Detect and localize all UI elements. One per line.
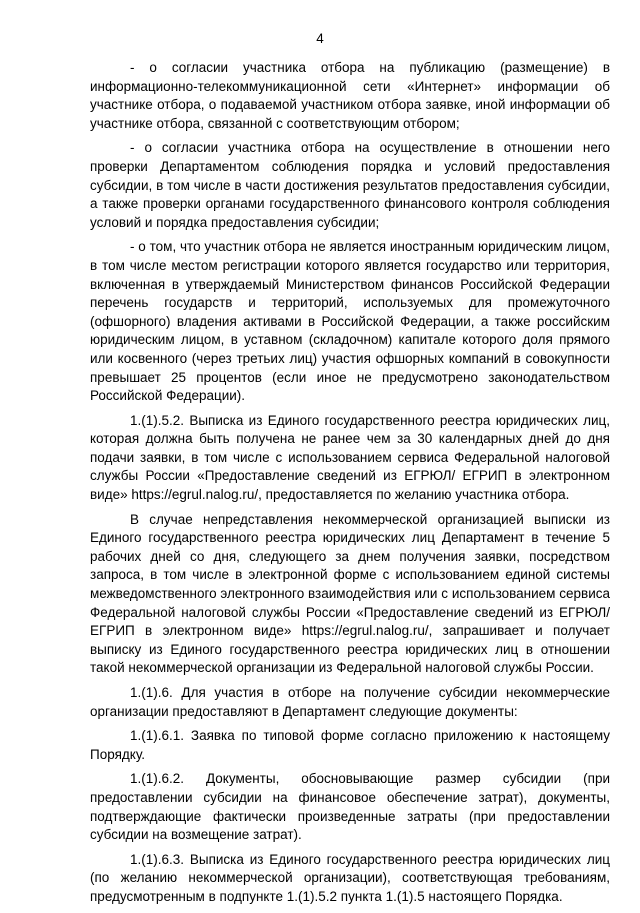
page-number: 4: [316, 31, 324, 46]
paragraph-clause-1-1-6-2: 1.(1).6.2. Документы, обосновывающие размер субсидии (при предоставлении субсидии на финансовое обеспечение затрат), документы, подтверждающие фактически произведенные затраты (при предоставлении субсидии на возмещение затрат).: [90, 771, 610, 843]
paragraph-clause-1-1-6-3: 1.(1).6.3. Выписка из Единого государственного реестра юридических лиц (по желанию некоммерческой организации), соответствующая требованиям, предусмотренным в подпункте 1.(1).5.2 пункта 1.(1).5 настоящего Порядка.: [90, 851, 610, 904]
document-body: [90, 59, 610, 913]
paragraph-not-foreign-entity: - о том, что участник отбора не является иностранным юридическим лицом, в том числе местом регистрации которого является государство или территория, включенная в утверждаемый Министерством финансов Российской Федерации перечень государств и территорий, используемых для промежуточного (офшорного) владения активами в Российской Федерации, а также российским юридическим лицом, в уставном (складочном) капитале которого доля прямого или косвенного (через третьих лиц) участия офшорных компаний в совокупности превышает 25 процентов (если иное не предусмотрено законодательством Российской Федерации).: [90, 239, 610, 404]
paragraph-extract-request: В случае непредставления некоммерческой организацией выписки из Единого государственного реестра юридических лиц Департамент в течение 5 рабочих дней со дня, следующего за днем получения заявки, посредством запроса, в том числе в электронной форме с использованием единой системы межведомственного электронного взаимодействия или с использованием сервиса Федеральной налоговой службы России «Предоставление сведений из ЕГРЮЛ/ ЕГРИП в электронном виде» https://egrul.nalog.ru/, запрашивает и получает выписку из Единого государственного реестра юридических лиц в отношении такой некоммерческой организации из Федеральной налоговой службы России.: [90, 511, 610, 676]
paragraph-consent-publication: - о согласии участника отбора на публикацию (размещение) в информационно-телекоммуникационной сети «Интернет» информации об участнике отбора, о подаваемой участником отбора заявке, иной информации об участнике отбора, связанной с соответствующим отбором;: [90, 60, 610, 131]
paragraph-clause-1-1-6: 1.(1).6. Для участия в отборе на получение субсидии некоммерческие организации предоставляют в Департамент следующие документы:: [90, 685, 610, 719]
paragraph-consent-inspection: - о согласии участника отбора на осуществление в отношении него проверки Департаментом соблюдения порядка и условий предоставления субсидии, в том числе в части достижения результатов предоставления субсидии, а также проверки органами государственного финансового контроля соблюдения условий и порядка предоставления субсидии;: [90, 140, 610, 230]
paragraph-clause-1-1-6-1: 1.(1).6.1. Заявка по типовой форме согласно приложению к настоящему Порядку.: [90, 728, 610, 762]
paragraph-clause-1-1-5-2: 1.(1).5.2. Выписка из Единого государственного реестра юридических лиц, которая должна быть получена не ранее чем за 30 календарных дней до дня подачи заявки, в том числе с использованием сервиса Федеральной налоговой службы России «Предоставление сведений из ЕГРЮЛ/ ЕГРИП в электронном виде» https://egrul.nalog.ru/, предоставляется по желанию участника отбора.: [90, 412, 610, 503]
